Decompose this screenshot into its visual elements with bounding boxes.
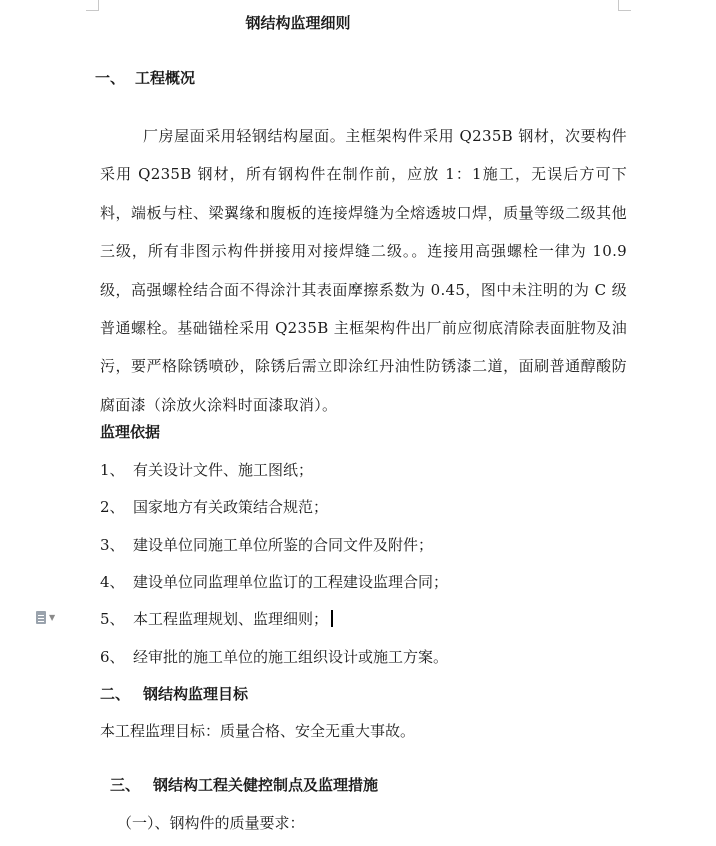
document-title: 钢结构监理细则 <box>245 14 351 32</box>
basis-list-item[interactable] <box>100 608 333 629</box>
project-overview-paragraph[interactable]: 厂房屋面采用轻钢结构屋面。主框架构件采用 Q235B 钢材，次要构件采用 Q235B 钢材，所有钢构件在制作前，应放 1：1施工，无误后方可下料，端板与柱、梁翼缘和腹板的连接焊缝为全熔透坡口焊，质量等级二级其他三级，所有非图示构件拼接用对接焊缝二级。。连接用高强螺栓一律为 10.9级，高强螺栓结合面不得涂汁其表面摩擦系数为 0.45，图中未注明的为 C 级普通螺栓。基础锚栓采用 Q235B 主框架构件出厂前应彻底清除表面脏物及油污，要严格除锈喷砂，除锈后需立即涂红丹油性防锈漆二道，面刷普通醇酸防腐面漆（涂放火涂料时面漆取消）。 <box>100 127 627 414</box>
section-3-number: 三、 <box>110 776 141 794</box>
list-number: 3、 <box>100 536 125 554</box>
list-number: 5、 <box>100 610 125 628</box>
basis-heading: 监理依据 <box>100 423 161 441</box>
page-corner-top-right <box>618 0 631 11</box>
list-text: 建设单位同监理单位监订的工程建设监理合同； <box>133 573 449 591</box>
list-number: 4、 <box>100 573 125 591</box>
section-3-heading <box>110 774 378 795</box>
basis-list-item[interactable] <box>100 459 313 480</box>
section-2-text[interactable]: 本工程监理目标：质量合格、安全无重大事故。 <box>100 722 416 740</box>
list-number: 1、 <box>100 461 125 479</box>
section-3-sub-1[interactable]: （一）、钢构件的质量要求： <box>117 814 305 832</box>
section-2-heading <box>100 683 248 704</box>
basis-list-item[interactable] <box>100 571 448 592</box>
list-text: 国家地方有关政策结合规范； <box>133 498 329 516</box>
list-text: 有关设计文件、施工图纸； <box>133 461 314 479</box>
list-text: 建设单位同施工单位所鉴的合同文件及附件； <box>133 536 434 554</box>
basis-list-item[interactable] <box>100 534 433 555</box>
basis-list-item[interactable] <box>100 646 448 667</box>
section-1-number: 一、 <box>95 69 126 87</box>
section-1-heading <box>95 67 195 88</box>
page-corner-top-left <box>86 0 99 11</box>
document-paragraph-icon[interactable] <box>36 609 62 625</box>
basis-list-item[interactable] <box>100 496 328 517</box>
section-2-number: 二、 <box>100 685 131 703</box>
section-2-title: 钢结构监理目标 <box>143 685 249 703</box>
page-icon <box>36 611 46 624</box>
list-number: 6、 <box>100 648 125 666</box>
section-1-title: 工程概况 <box>135 69 196 87</box>
list-text: 经审批的施工单位的施工组织设计或施工方案。 <box>133 648 449 666</box>
list-number: 2、 <box>100 498 125 516</box>
chevron-down-icon: ▼ <box>49 612 56 622</box>
list-text: 本工程监理规划、监理细则； <box>133 610 329 628</box>
section-3-title: 钢结构工程关健控制点及监理措施 <box>153 776 379 794</box>
text-cursor <box>331 610 333 627</box>
